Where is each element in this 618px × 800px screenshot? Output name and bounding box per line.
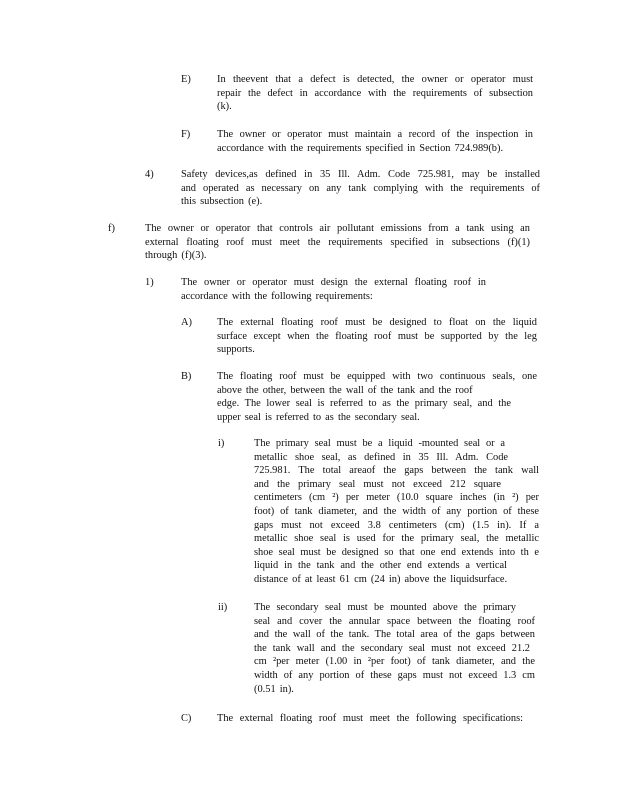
paragraph-text [217, 370, 537, 424]
paragraph-label: i) [218, 438, 225, 449]
text-line: Safety devices,as defined in 35 Ill. Adm. Code 725.981, may be installed [181, 169, 540, 180]
text-line: (0.51 in). [254, 683, 294, 695]
text-line: metallic shoe seal is used for the primary seal, the metallic [254, 533, 539, 545]
text-line: cm ²per meter (1.00 in ²per foot) of tank diameter, and the [254, 656, 535, 668]
text-line: The external floating roof must be designed to float on the liquid [217, 317, 537, 328]
paragraph-text [217, 712, 537, 726]
text-line: and the wall of the tank. The total area of the gaps between [254, 629, 535, 641]
paragraph-text [217, 73, 533, 114]
text-line: accordance with the requirements specified in Section 724.989(b). [217, 142, 504, 154]
text-line: and operated as necessary on any tank complying with the requirements of [181, 182, 540, 194]
paragraph-text [254, 601, 535, 696]
text-line: foot) of tank diameter, and the width of any portion of these [254, 505, 539, 517]
paragraph-text [217, 316, 537, 357]
text-line: The primary seal must be a liquid -mounted seal or a [254, 438, 505, 449]
text-line: The floating roof must be equipped with two continuous seals, one [217, 371, 537, 382]
text-line: liquid in the tank and the other end extends a vertical [254, 560, 507, 572]
paragraph-label: E) [181, 74, 191, 85]
paragraph-label: F) [181, 129, 191, 140]
paragraph-text [217, 128, 533, 155]
text-line: above the other, between the wall of the tank and the roof [217, 384, 473, 396]
text-line: repair the defect in accordance with the requirements of subsection [217, 87, 533, 99]
text-line: shoe seal must be designed so that one end extends into th e [254, 546, 539, 558]
text-line: The owner or operator must maintain a record of the inspection in [217, 129, 533, 140]
paragraph-label: B) [181, 371, 192, 382]
paragraph-text [181, 168, 540, 209]
text-line: In theevent that a defect is detected, the owner or operator must [217, 74, 533, 85]
text-line: centimeters (cm ²) per meter (10.0 square inches (in ²) per [254, 492, 539, 504]
text-line: The owner or operator must design the external floating roof in [181, 277, 486, 288]
text-line: gaps must not exceed 3.8 centimeters (cm) (1.5 in). If a [254, 519, 539, 531]
paragraph-text [254, 437, 539, 587]
text-line: this subsection (e). [181, 196, 263, 208]
text-line: the tank wall and the secondary seal must not exceed 21.2 [254, 642, 530, 654]
text-line: surface except when the floating roof must be supported by the leg [217, 330, 537, 342]
paragraph-text [181, 276, 486, 303]
text-line: The external floating roof must meet the following specifications: [217, 713, 523, 724]
text-line: and the primary seal must not exceed 212 square [254, 478, 501, 490]
text-line: seal and cover the annular space between the floating roof [254, 615, 535, 627]
paragraph-label: 1) [145, 277, 154, 288]
text-line: The secondary seal must be mounted above the primary [254, 602, 516, 613]
text-line: accordance with the following requirements: [181, 290, 373, 302]
paragraph-text [145, 222, 530, 263]
text-line: through (f)(3). [145, 250, 207, 262]
text-line: distance of at least 61 cm (24 in) above the liquidsurface. [254, 573, 508, 585]
paragraph-label: ii) [218, 602, 228, 613]
text-line: The owner or operator that controls air pollutant emissions from a tank using an [145, 223, 530, 234]
paragraph-label: A) [181, 317, 192, 328]
paragraph-label: 4) [145, 169, 154, 180]
text-line: edge. The lower seal is referred to as the primary seal, and the [217, 398, 511, 410]
text-line: upper seal is referred to as the secondary seal. [217, 411, 420, 423]
text-line: external floating roof must meet the requirements specified in subsections (f)(1) [145, 236, 530, 248]
text-line: supports. [217, 344, 255, 356]
paragraph-label: f) [108, 223, 115, 234]
paragraph-label: C) [181, 713, 192, 724]
text-line: metallic shoe seal, as defined in 35 Ill. Adm. Code [254, 451, 508, 463]
text-line: width of any portion of these gaps must not exceed 1.3 cm [254, 669, 535, 681]
text-line: (k). [217, 101, 232, 113]
text-line: 725.981. The total areaof the gaps between the tank wall [254, 465, 539, 477]
